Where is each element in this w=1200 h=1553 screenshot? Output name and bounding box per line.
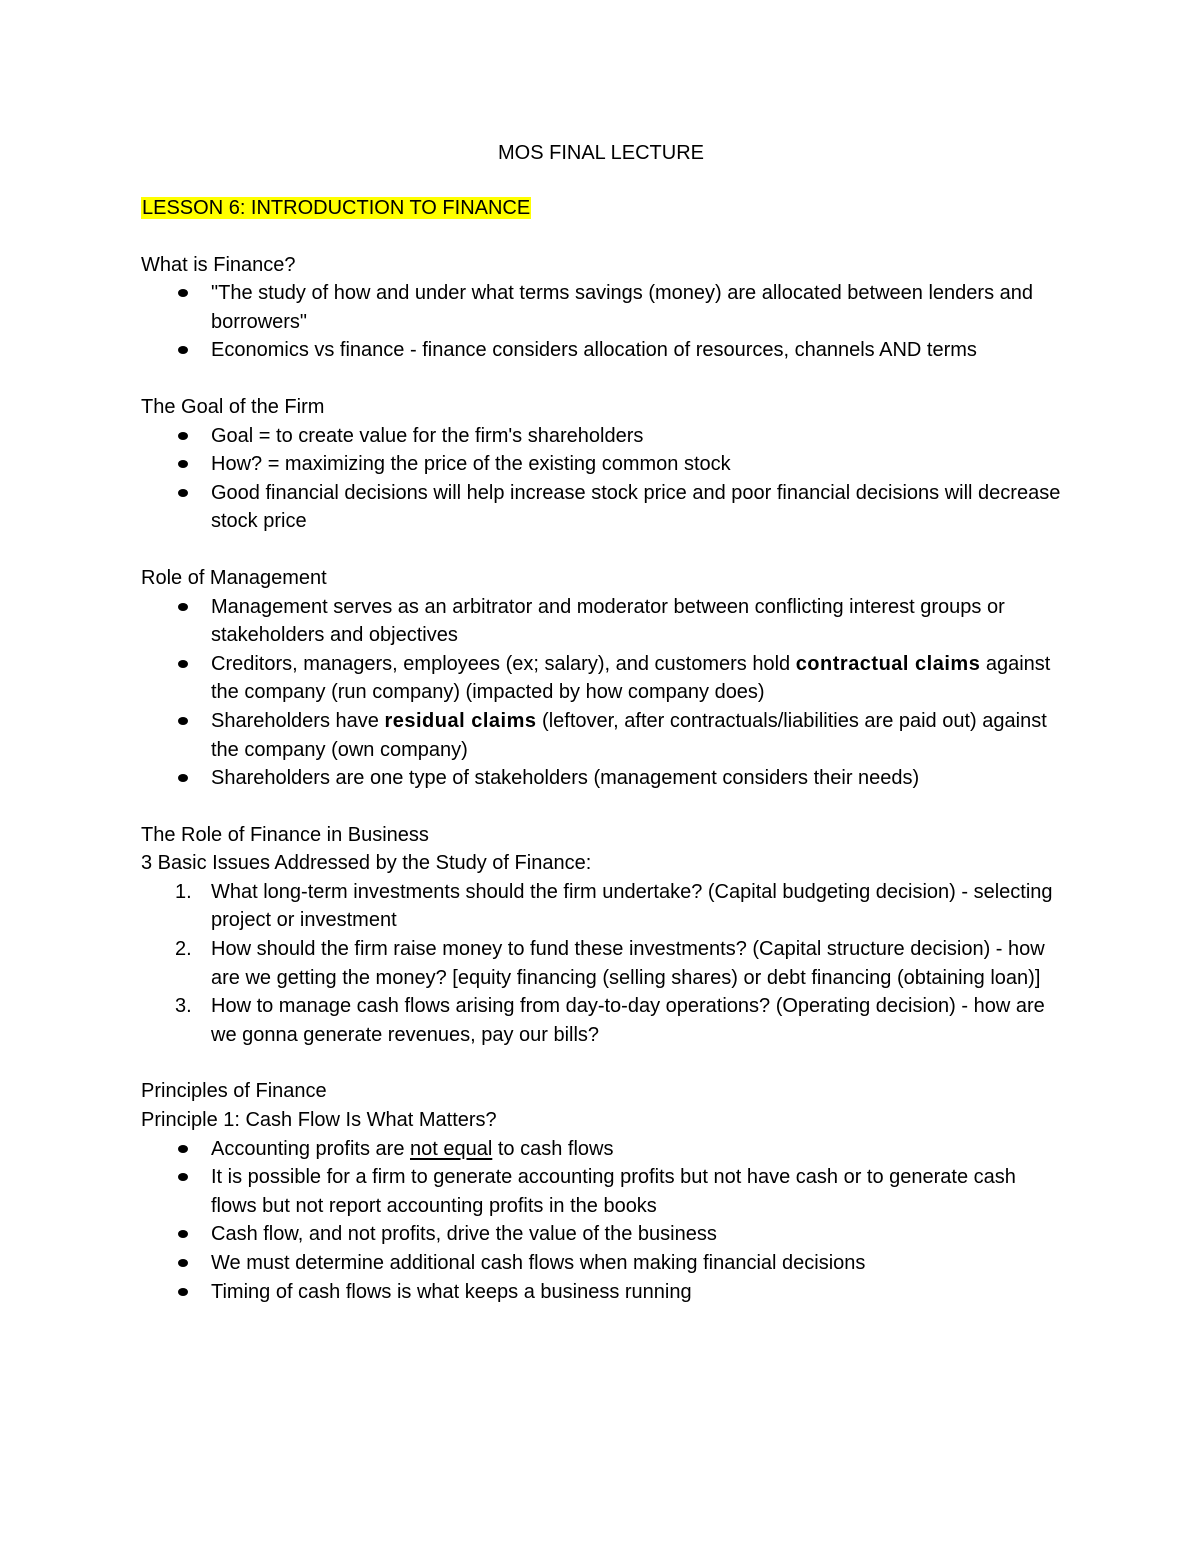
- bullet-list: [141, 279, 1061, 365]
- bullet-icon: [178, 346, 188, 354]
- bullet-list: [141, 422, 1061, 536]
- list-item-text: Good financial decisions will help increase stock price and poor financial decisions will decrease stock price: [211, 481, 1061, 533]
- list-item-text: against the company (run company) (impacted by how company does): [211, 652, 1051, 704]
- bullet-icon: [178, 1173, 188, 1181]
- section-role-of-finance: [141, 821, 1061, 1050]
- section-heading: Role of Management: [141, 566, 327, 589]
- section-subheading: 3 Basic Issues Addressed by the Study of Finance:: [141, 852, 592, 875]
- bullet-icon: [178, 1288, 188, 1296]
- section-heading: What is Finance?: [141, 253, 296, 276]
- list-item: [141, 1220, 1061, 1249]
- underlined-term: not equal: [410, 1137, 493, 1160]
- section-heading: The Goal of the Firm: [141, 395, 325, 418]
- bullet-icon: [178, 660, 188, 668]
- list-item: [141, 1163, 1061, 1220]
- list-item: [141, 1135, 1061, 1164]
- bullet-list: [141, 593, 1061, 793]
- bullet-icon: [178, 603, 188, 611]
- list-item-text: Economics vs finance - finance considers allocation of resources, channels AND terms: [211, 339, 977, 362]
- list-item-text: Cash flow, and not profits, drive the value of the business: [211, 1223, 717, 1246]
- list-item: [141, 279, 1061, 336]
- list-item-text: We must determine additional cash flows when making financial decisions: [211, 1252, 866, 1274]
- list-item-text: Management serves as an arbitrator and moderator between conflicting interest groups or stakeholders and objectives: [211, 595, 1005, 647]
- list-item-text: Shareholders have: [211, 709, 385, 732]
- list-item: [141, 992, 1061, 1049]
- lesson-heading: LESSON 6: INTRODUCTION TO FINANCE: [142, 197, 531, 219]
- list-item: [141, 593, 1061, 650]
- list-item-text: How to manage cash flows arising from day-to-day operations? (Operating decision) - how are we gonna generate revenues, pay our bills?: [211, 995, 1045, 1046]
- list-item-text: Accounting profits are: [211, 1137, 410, 1160]
- list-item: [141, 479, 1061, 536]
- list-item-text: Creditors, managers, employees (ex; salary), and customers hold: [211, 652, 796, 675]
- list-item: [141, 707, 1061, 764]
- list-item: [141, 450, 1061, 479]
- bold-term: contractual claims: [795, 652, 981, 675]
- section-role-of-management: [141, 564, 1061, 793]
- bullet-icon: [178, 1259, 188, 1267]
- list-item-text: What long-term investments should the firm undertake? (Capital budgeting decision) - selecting project or investment: [211, 880, 1053, 932]
- list-item: [141, 1249, 1061, 1278]
- section-subheading: Principle 1: Cash Flow Is What Matters?: [141, 1109, 497, 1132]
- section-heading: The Role of Finance in Business: [141, 823, 429, 846]
- bullet-icon: [178, 717, 188, 725]
- list-item: [141, 878, 1061, 935]
- list-item: [141, 1278, 1061, 1307]
- list-item: [141, 935, 1061, 992]
- list-number: 3.: [175, 995, 192, 1018]
- list-item-text: Shareholders are one type of stakeholders (management considers their needs): [211, 767, 920, 790]
- section-what-is-finance: [141, 251, 1061, 365]
- section-goal-of-firm: [141, 393, 1061, 536]
- bullet-icon: [178, 432, 188, 440]
- section-heading: Principles of Finance: [141, 1080, 327, 1103]
- list-item: [141, 650, 1061, 707]
- numbered-list: [141, 878, 1061, 1050]
- bullet-icon: [178, 289, 188, 297]
- list-item-text: to cash flows: [492, 1137, 614, 1160]
- lesson-heading-line: [141, 194, 1061, 223]
- list-item: [141, 336, 1061, 365]
- document-page: [141, 138, 1061, 1306]
- bullet-icon: [178, 774, 188, 782]
- list-item-text: How? = maximizing the price of the existing common stock: [211, 453, 731, 476]
- bullet-icon: [178, 489, 188, 497]
- bullet-icon: [178, 460, 188, 468]
- section-principles: [141, 1077, 1061, 1306]
- bullet-list: [141, 1135, 1061, 1307]
- list-item: [141, 422, 1061, 451]
- bullet-icon: [178, 1145, 188, 1153]
- list-number: 2.: [175, 938, 192, 961]
- list-number: 1.: [175, 880, 192, 903]
- bold-term: residual claims: [384, 709, 537, 732]
- document-title: MOS FINAL LECTURE: [498, 142, 704, 164]
- list-item-text: How should the firm raise money to fund these investments? (Capital structure decision) - how are we getting the money? [equity financing (selling shares) or debt financing (obtaining loan)]: [211, 938, 1045, 989]
- list-item: [141, 764, 1061, 793]
- list-item-text: It is possible for a firm to generate accounting profits but not have cash or to generate cash flows but not report accounting profits in the books: [211, 1166, 1016, 1217]
- list-item-text: Timing of cash flows is what keeps a business running: [211, 1280, 692, 1303]
- bullet-icon: [178, 1230, 188, 1238]
- list-item-text: (leftover, after contractuals/liabilities are paid out) against the company (own company): [211, 709, 1047, 761]
- list-item-text: Goal = to create value for the firm's shareholders: [211, 424, 644, 447]
- list-item-text: "The study of how and under what terms savings (money) are allocated between lenders and borrowers": [211, 282, 1034, 333]
